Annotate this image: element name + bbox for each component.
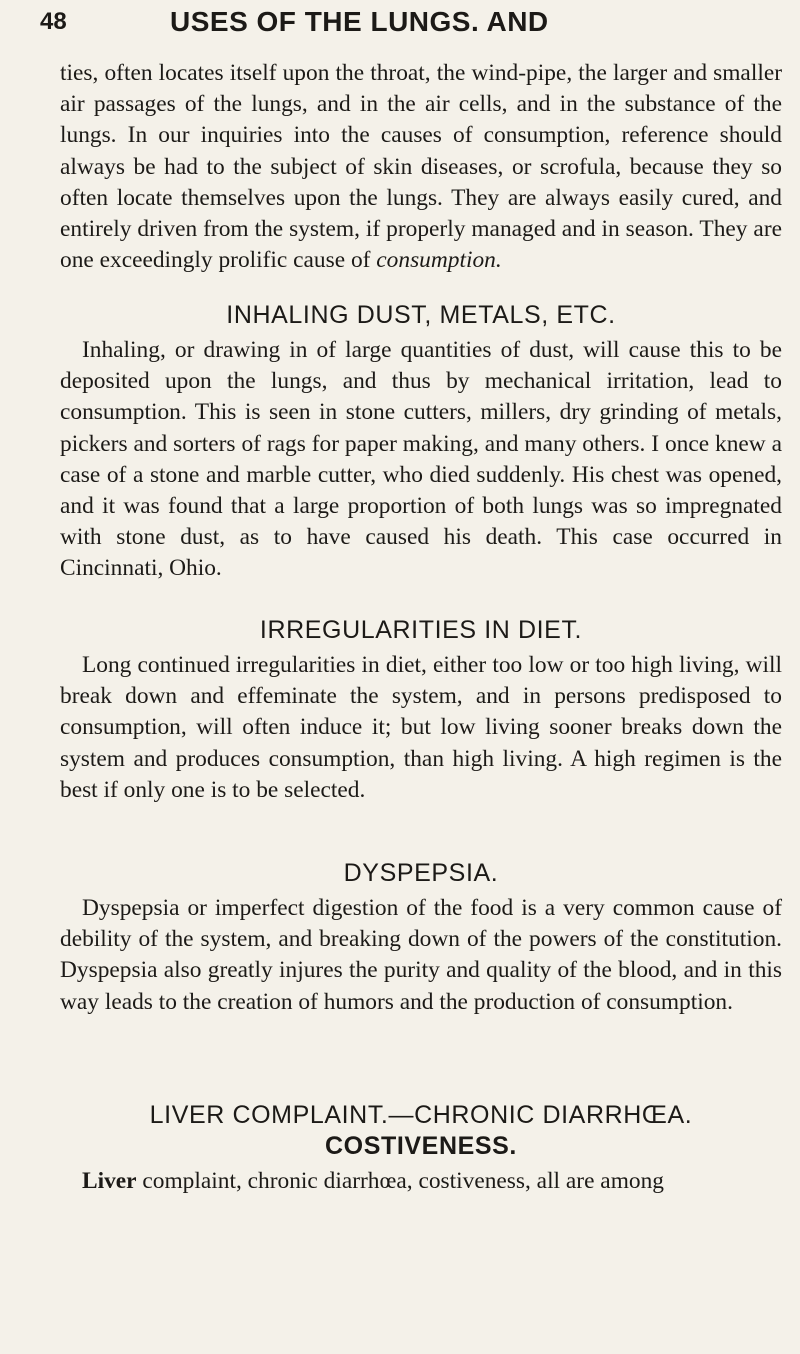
liver-subheading: COSTIVENESS. [325,1132,517,1160]
liver-text: complaint, chronic diarrhœa, costiveness, all are among [136,1168,664,1194]
dyspepsia-section [60,858,782,1018]
liver-heading: LIVER COMPLAINT.—CHRONIC DIARRHŒA. [149,1101,693,1129]
liver-section [60,1100,782,1197]
liver-lead: Liver [82,1168,137,1194]
inhaling-paragraph: Inhaling, or drawing in of large quantities of dust, will cause this to be deposited upon the lungs, and thus by mechanical irritation, lead to consumption. This is seen in stone cutters, millers, dry grinding of metals, pickers and sorters of rags for paper making, and many others. I once knew a case of a stone and marble cutter, who died suddenly. His chest was opened, and it was found that a large proportion of both lungs was so impregnated with stone dust, as to have caused his death. This case occurred in Cincinnati, Ohio. [60,337,782,582]
diet-paragraph: Long continued irregularities in diet, either too low or too high living, will break down and effeminate the system, and in persons predisposed to consumption, will often induce it; but low living sooner breaks down the system and produces consumption, than high living. A high regimen is the best if only one is to be selected. [60,652,782,803]
page-number: 48 [40,8,67,35]
intro-section [60,58,782,276]
dyspepsia-heading: DYSPEPSIA. [343,859,499,887]
liver-paragraph [60,1166,782,1197]
inhaling-section [60,300,782,585]
running-title: USES OF THE LUNGS. AND [170,6,549,37]
diet-section [60,615,782,806]
running-head [40,4,780,44]
intro-emphasis: consumption. [376,247,502,274]
inhaling-heading: INHALING DUST, METALS, ETC. [226,301,616,329]
intro-paragraph [60,58,782,276]
diet-heading: IRREGULARITIES IN DIET. [259,616,583,644]
intro-text: ties, often locates itself upon the throat, the wind-pipe, the larger and smaller air passages of the lungs, and in the air cells, and in the substance of the lungs. In our inquiries into the causes of consumption, reference should always be had to the subject of skin diseases, or scrofula, because they so often locate themselves upon the lungs. They are always easily cured, and entirely driven from the system, if properly managed and in season. They are one exceedingly prolific cause of [60,60,782,274]
dyspepsia-paragraph: Dyspepsia or imperfect digestion of the food is a very common cause of debility of the system, and breaking down of the powers of the constitution. Dyspepsia also greatly injures the purity and quality of the blood, and in this way leads to the creation of humors and the production of consumption. [60,895,782,1015]
